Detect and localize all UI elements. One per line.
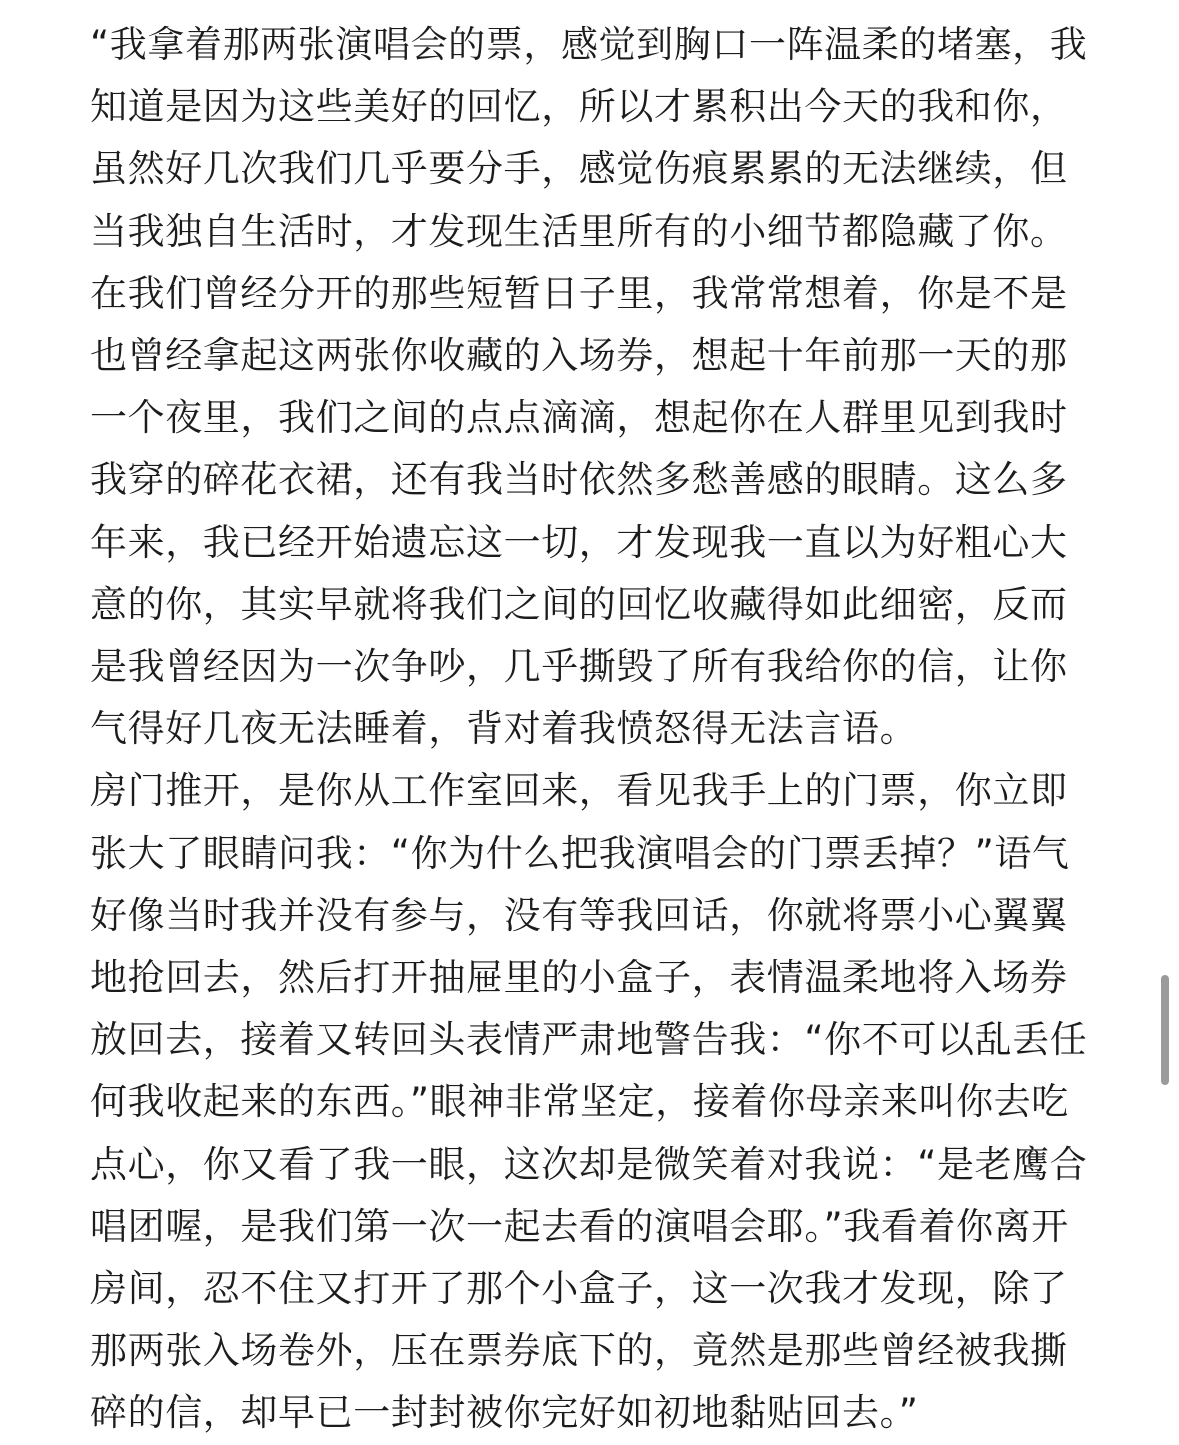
text-line: 地抢回去，然后打开抽屉里的小盒子，表情温柔地将入场券 (90, 956, 1068, 1000)
text-line: 张大了眼睛问我：“你为什么把我演唱会的门票丢掉？”语气 (90, 831, 1070, 875)
article-body (90, 14, 1135, 1445)
text-line: 房门推开，是你从工作室回来，看见我手上的门票，你立即 (90, 769, 1068, 813)
text-line: 放回去，接着又转回头表情严肃地警告我：“你不可以乱丢任 (90, 1018, 1088, 1062)
text-line: 好像当时我并没有参与，没有等我回话，你就将票小心翼翼 (90, 893, 1068, 937)
text-line: 年来，我已经开始遗忘这一切，才发现我一直以为好粗心大 (90, 520, 1068, 564)
text-line: 意的你，其实早就将我们之间的回忆收藏得如此细密，反而 (90, 582, 1068, 626)
text-line: 气得好几夜无法睡着，背对着我愤怒得无法言语。 (90, 707, 918, 751)
text-line: “我拿着那两张演唱会的票，感觉到胸口一阵温柔的堵塞，我 (90, 23, 1088, 66)
text-line: 碎的信，却早已一封封被你完好如初地黏贴回去。” (90, 1391, 919, 1435)
text-line: 房间，忍不住又打开了那个小盒子，这一次我才发现，除了 (90, 1267, 1068, 1311)
text-line: 唱团喔，是我们第一次一起去看的演唱会耶。”我看着你离开 (90, 1204, 1069, 1248)
text-line: 我穿的碎花衣裙，还有我当时依然多愁善感的眼睛。这么多 (90, 458, 1068, 502)
text-line: 一个夜里，我们之间的点点滴滴，想起你在人群里见到我时 (90, 396, 1068, 440)
text-line: 是我曾经因为一次争吵，几乎撕毁了所有我给你的信，让你 (90, 645, 1068, 689)
text-line: 虽然好几次我们几乎要分手，感觉伤痕累累的无法继续，但 (90, 147, 1068, 191)
text-line: 知道是因为这些美好的回忆，所以才累积出今天的我和你， (90, 85, 1068, 129)
text-line: 在我们曾经分开的那些短暂日子里，我常常想着，你是不是 (90, 271, 1068, 315)
text-line: 那两张入场卷外，压在票券底下的，竟然是那些曾经被我撕 (90, 1329, 1068, 1373)
text-line: 当我独自生活时，才发现生活里所有的小细节都隐藏了你。 (90, 209, 1068, 253)
text-line: 点心，你又看了我一眼，这次却是微笑着对我说：“是老鹰合 (90, 1142, 1088, 1186)
text-line: 何我收起来的东西。”眼神非常坚定，接着你母亲来叫你去吃 (90, 1080, 1069, 1124)
scrollbar-thumb[interactable] (1161, 975, 1169, 1085)
text-line: 也曾经拿起这两张你收藏的入场券，想起十年前那一天的那 (90, 334, 1068, 378)
